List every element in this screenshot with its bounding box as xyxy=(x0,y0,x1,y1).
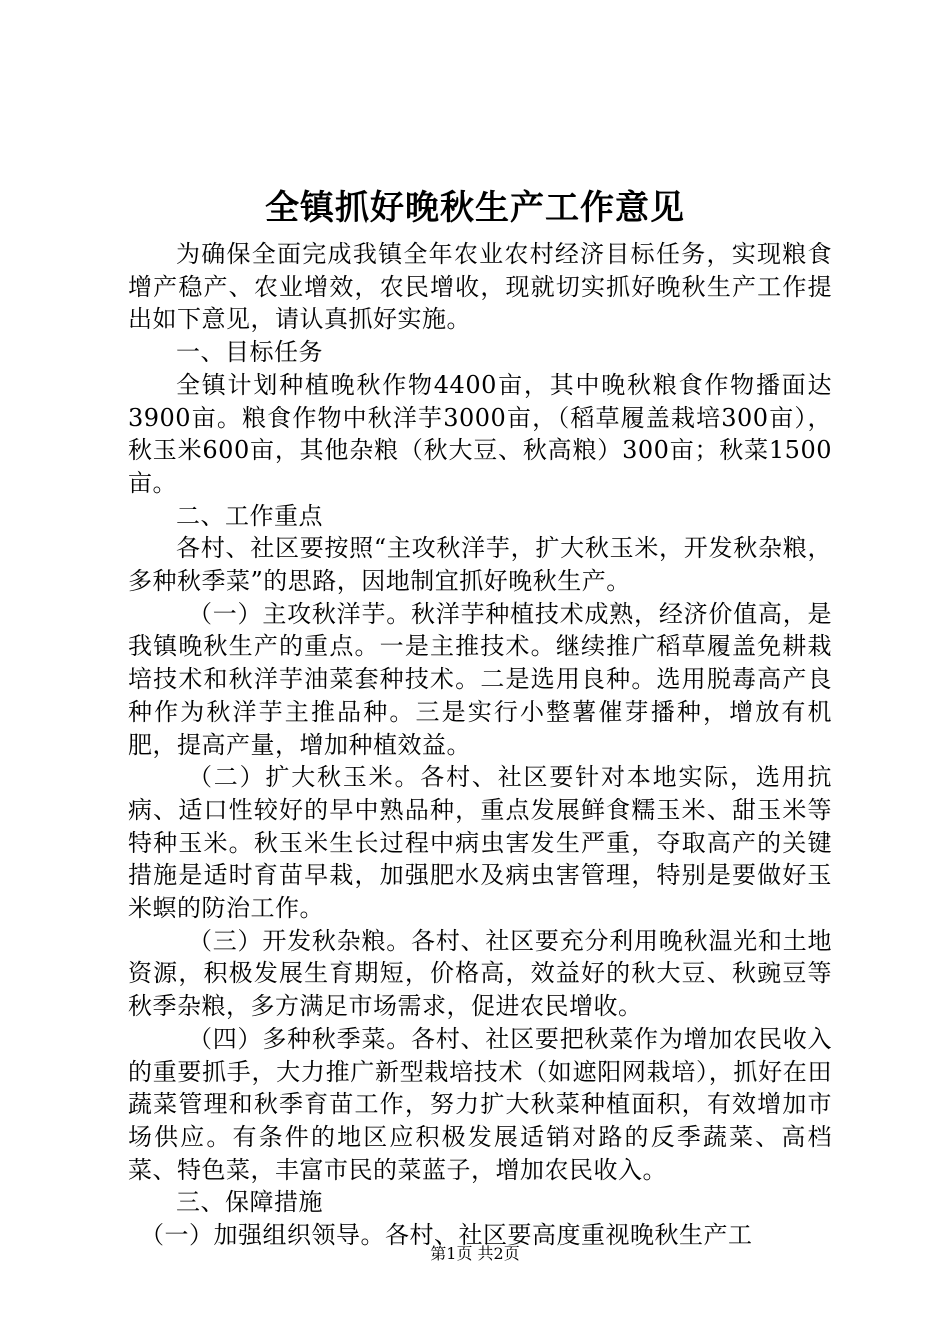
document-title: 全镇抓好晚秋生产工作意见 xyxy=(265,188,685,228)
document-body xyxy=(128,238,832,1252)
focus-item-potato: （一）主攻秋洋芋。秋洋芋种植技术成熟，经济价值高，是我镇晚秋生产的重点。一是主推技术。继续推广稻草履盖免耕栽培技术和秋洋芋油菜套种技术。二是选用良种。选用脱毒高产良种作为秋洋芋主推品种。三是实行小整薯催芽播种，增放有机肥，提高产量，增加种植效益。 xyxy=(128,599,832,759)
measures-item-organization: （一）加强组织领导。各村、社区要高度重视晚秋生产工 xyxy=(140,1221,753,1250)
intro-paragraph: 为确保全面完成我镇全年农业农村经济目标任务，实现粮食增产稳产、农业增效，农民增收，现就切实抓好晚秋生产工作提出如下意见，请认真抓好实施。 xyxy=(128,240,832,334)
section-heading-focus: 二、工作重点 xyxy=(176,501,323,530)
page-footer: 第1页 共2页 xyxy=(430,1244,520,1263)
goals-paragraph: 全镇计划种植晚秋作物4400亩，其中晚秋粮食作物播面达3900亩。粮食作物中秋洋芋3000亩，（稻草履盖栽培300亩），秋玉米600亩，其他杂粮（秋大豆、秋高粮）300亩；秋菜1500亩。 xyxy=(128,370,832,497)
focus-item-vegetables: （四）多种秋季菜。各村、社区要把秋菜作为增加农民收入的重要抓手，大力推广新型栽培技术（如遮阳网栽培），抓好在田蔬菜管理和秋季育苗工作，努力扩大秋菜种植面积，有效增加市场供应。有条件的地区应积极发展适销对路的反季蔬菜、高档菜、特色菜，丰富市民的菜蓝子，增加农民收入。 xyxy=(128,1024,832,1184)
section-heading-goals: 一、目标任务 xyxy=(176,338,323,367)
focus-item-corn: （二）扩大秋玉米。各村、社区要针对本地实际，选用抗病、适口性较好的早中熟品种，重点发展鲜食糯玉米、甜玉米等特种玉米。秋玉米生长过程中病虫害发生严重，夺取高产的关键措施是适时育苗早栽，加强肥水及病虫害管理，特别是要做好玉米螟的防治工作。 xyxy=(128,763,832,923)
focus-intro-paragraph: 各村、社区要按照“主攻秋洋芋，扩大秋玉米，开发秋杂粮，多种秋季菜”的思路，因地制宜抓好晚秋生产。 xyxy=(128,534,832,596)
focus-item-grains: （三）开发秋杂粮。各村、社区要充分利用晚秋温光和土地资源，积极发展生育期短，价格高，效益好的秋大豆、秋豌豆等秋季杂粮，多方满足市场需求，促进农民增收。 xyxy=(128,926,832,1021)
section-heading-measures: 三、保障措施 xyxy=(176,1188,323,1217)
